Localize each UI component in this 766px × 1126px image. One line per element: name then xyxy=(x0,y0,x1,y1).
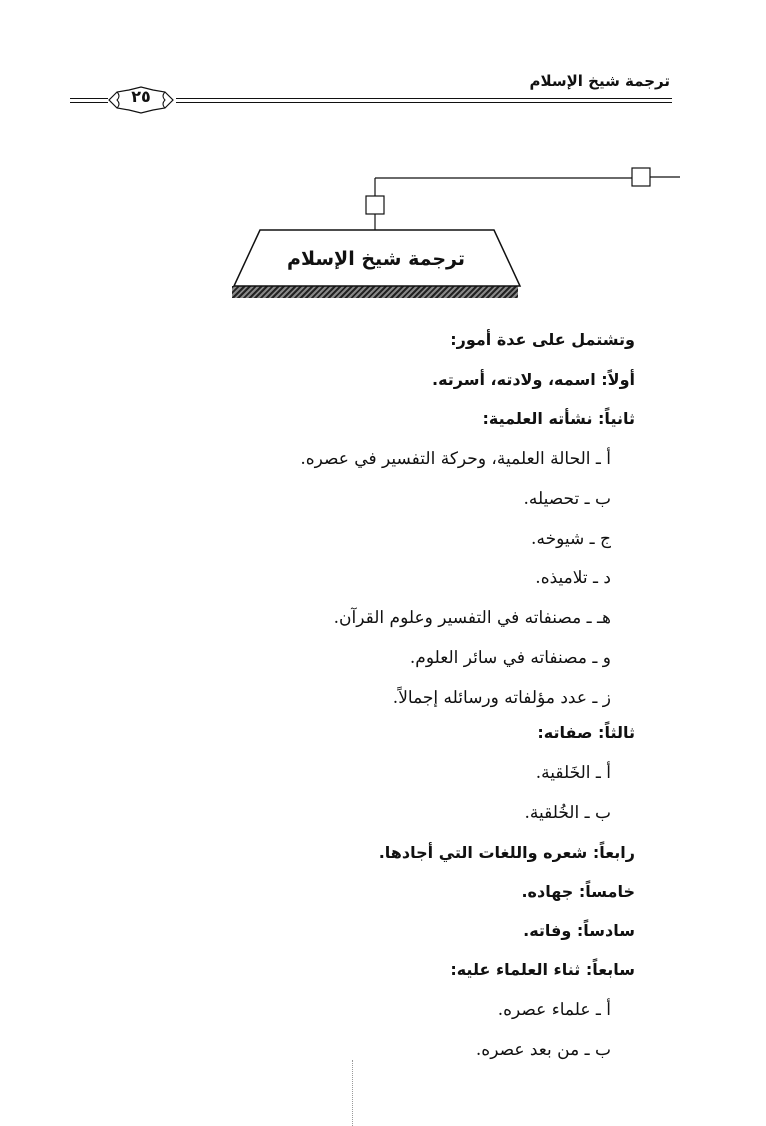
outline-item: سابعاً: ثناء العلماء عليه: xyxy=(450,960,635,979)
outline-item: خامساً: جهاده. xyxy=(521,882,635,901)
outline-subitem: ب ـ من بعد عصره. xyxy=(475,1040,611,1060)
outline-item: ثانياً: نشأته العلمية: xyxy=(482,409,635,428)
page-number: ٢٥ xyxy=(131,87,151,106)
outline-subitem: ب ـ تحصيله. xyxy=(523,489,611,509)
outline-item: ثالثاً: صفاته: xyxy=(537,723,635,742)
outline-subitem: أ ـ الخَلقية. xyxy=(535,763,611,783)
chapter-title: ترجمة شيخ الإسلام xyxy=(287,248,465,270)
outline-subitem: و ـ مصنفاته في سائر العلوم. xyxy=(409,648,611,668)
outline-subitem: د ـ تلاميذه. xyxy=(535,568,611,588)
outline-subitem: أ ـ علماء عصره. xyxy=(497,1000,611,1020)
outline-subitem: أ ـ الحالة العلمية، وحركة التفسير في عصره. xyxy=(300,449,611,469)
outline-item: أولاً: اسمه، ولادته، أسرته. xyxy=(432,370,635,389)
outline-item: رابعاً: شعره واللغات التي أجادها. xyxy=(378,843,635,862)
scan-margin-mark xyxy=(352,1060,354,1126)
running-title: ترجمة شيخ الإسلام xyxy=(529,72,670,90)
outline-intro: وتشتمل على عدة أمور: xyxy=(450,330,635,349)
outline-item: سادساً: وفاته. xyxy=(523,921,635,940)
outline-subitem: هـ ـ مصنفاته في التفسير وعلوم القرآن. xyxy=(333,608,611,628)
outline-subitem: ز ـ عدد مؤلفاته ورسائله إجمالاً. xyxy=(392,688,611,708)
outline-subitem: ج ـ شيوخه. xyxy=(531,529,611,549)
outline-subitem: ب ـ الخُلقية. xyxy=(524,803,611,823)
